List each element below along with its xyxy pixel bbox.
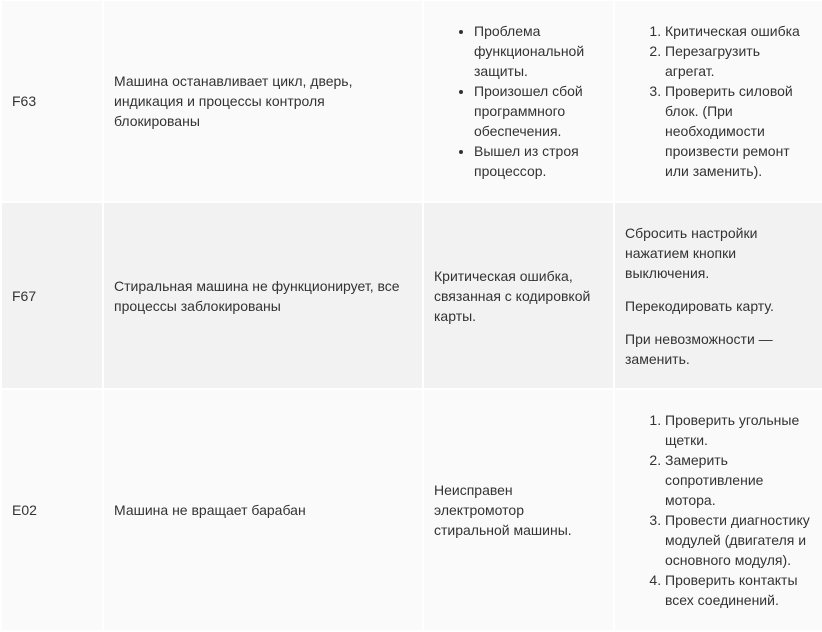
table-row (1, 389, 822, 631)
symptom-cell (103, 202, 423, 389)
error-code-cell (1, 202, 103, 389)
symptom-cell (103, 0, 423, 202)
list-item: 4. Проверить контакты всех соединений. (665, 570, 812, 610)
symptom-text: Машина не вращает барабан (114, 502, 306, 518)
action-paragraph: Перекодировать карту. (625, 297, 774, 314)
list-item: 1. Проверить угольные щетки. (665, 410, 812, 450)
action-cell (614, 202, 822, 389)
list-item: • Вышел из строя процессор. (474, 141, 603, 181)
action-list (625, 21, 812, 181)
error-code: F63 (12, 93, 37, 109)
error-code: F67 (12, 287, 37, 304)
action-paragraph: При невозможности — заменить. (625, 330, 773, 367)
cause-cell (423, 202, 614, 389)
action-cell (614, 389, 822, 631)
cause-text: Неисправен электромотор стиральной машины. (434, 482, 572, 538)
symptom-text: Машина останавливает цикл, дверь, индикация и процессы контроля блокированы (114, 73, 353, 129)
error-code-cell (1, 389, 103, 631)
symptom-cell (103, 389, 423, 631)
cause-list (434, 21, 603, 181)
action-paragraph: Сбросить настройки нажатием кнопки выключения. (625, 224, 758, 281)
cause-cell (423, 0, 614, 202)
list-item: 1. Критическая ошибка (665, 21, 812, 41)
cause-cell (423, 389, 614, 631)
table-row (1, 0, 822, 202)
action-list (625, 410, 812, 610)
cause-text: Критическая ошибка, связанная с кодировкой карты. (434, 267, 591, 324)
list-item: • Проблема функциональной защиты. (474, 21, 603, 81)
list-item: 2. Перезагрузить агрегат. (665, 41, 812, 81)
list-item: 3. Проверить силовой блок. (При необходимости произвести ремонт или заменить). (665, 81, 812, 181)
error-code: E02 (12, 502, 37, 518)
action-cell (614, 0, 822, 202)
list-item: 3. Провести диагностику модулей (двигателя и основного модуля). (665, 510, 812, 570)
table-row (1, 202, 822, 389)
symptom-text: Стиральная машина не функционирует, все процессы заблокированы (114, 277, 400, 314)
list-item: • Произошел сбой программного обеспечения. (474, 81, 603, 141)
error-code-cell (1, 0, 103, 202)
list-item: 2. Замерить сопротивление мотора. (665, 450, 812, 510)
